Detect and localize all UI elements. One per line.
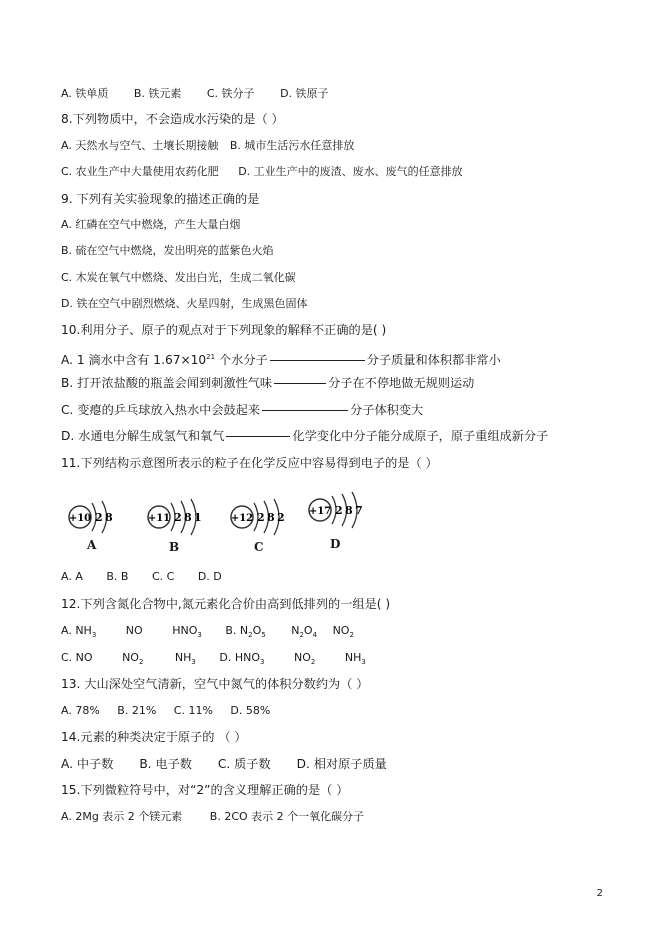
formula: $NO_2$ (332, 624, 354, 640)
q14-option-a: A. 中子数 (61, 757, 114, 771)
formula: $NH_3$ (174, 651, 196, 667)
svg-text:2: 2 (174, 511, 182, 524)
svg-text:2: 2 (335, 504, 343, 517)
formula: $HNO_3$ (172, 624, 202, 640)
svg-text:7: 7 (355, 504, 363, 517)
q13-option-b: B. 21% (117, 704, 157, 717)
q7-option-b: B. 铁元素 (133, 87, 182, 100)
q14-option-c: C. 质子数 (217, 757, 271, 771)
q12-stem: 12.下列含氮化合物中,氮元素化合价由高到低排列的一组是( ) (61, 597, 391, 611)
svg-text:8: 8 (345, 504, 353, 517)
formula: B. $N_2O_5$ (225, 624, 266, 640)
formula: $NH_3$ (344, 651, 366, 667)
atom-b-label: B (169, 540, 180, 554)
q8-option-c: C. 农业生产中大量使用农药化肥 (61, 165, 219, 178)
q10-option-c: C. 变瘪的乒乓球放入热水中会鼓起来 分子体积变大 (61, 403, 424, 417)
formula: C. NO (61, 651, 93, 664)
svg-text:8: 8 (184, 511, 192, 524)
formula: NO (125, 624, 143, 637)
atom-diagram-b (144, 495, 214, 539)
atom-diagram-d (305, 488, 375, 532)
atom-diagram-c (227, 495, 297, 539)
q10-stem: 10.利用分子、原子的观点对于下列现象的解释不正确的是( ) (61, 323, 387, 337)
q13-option-a: A. 78% (61, 704, 100, 717)
svg-text:2: 2 (95, 511, 103, 524)
q8-row2 (61, 164, 463, 180)
formula: $N_2O_4$ (291, 624, 318, 640)
atom-c-nucleus: +12 (230, 513, 254, 524)
q8-stem: 8.下列物质中，不会造成水污染的是（ ） (61, 112, 284, 126)
q7-option-c: C. 铁分子 (206, 87, 255, 100)
dash-line (262, 410, 348, 411)
atom-b-nucleus: +11 (147, 513, 171, 524)
q13-options (61, 703, 270, 719)
svg-text:8: 8 (267, 511, 275, 524)
formula: A. $NH_3$ (61, 624, 97, 640)
q10-option-b: B. 打开浓盐酸的瓶盖会闻到刺激性气味 分子在不停地做无规则运动 (61, 376, 475, 390)
q14-options (61, 756, 387, 772)
q15-option-a: A. 2Mg 表示 2 个镁元素 (61, 810, 183, 823)
atom-d-label: D (330, 537, 341, 551)
q7-option-d: D. 铁原子 (280, 87, 329, 100)
q12-row2 (61, 650, 366, 670)
q11-option-b: B. B (106, 570, 129, 583)
atom-a-nucleus: +10 (68, 513, 92, 524)
page-number: 2 (596, 888, 603, 899)
q11-stem: 11.下列结构示意图所表示的粒子在化学反应中容易得到电子的是（ ） (61, 456, 438, 470)
formula: D. $HNO_3$ (219, 651, 265, 667)
q9-stem: 9. 下列有关实验现象的描述正确的是 (61, 192, 260, 206)
q7-options (61, 86, 329, 102)
q9-option-c: C. 木炭在氧气中燃烧、发出白光，生成二氧化碳 (61, 271, 296, 284)
formula: $NO_2$ (122, 651, 144, 667)
q13-stem: 13. 大山深处空气清新，空气中氮气的体积分数约为（ ） (61, 677, 369, 691)
q9-option-a: A. 红磷在空气中燃烧，产生大量白烟 (61, 218, 241, 231)
q11-options (61, 569, 222, 585)
q9-option-d: D. 铁在空气中剧烈燃烧、火星四射，生成黑色固体 (61, 297, 308, 310)
atom-c-label: C (254, 540, 264, 554)
dash-line (226, 436, 290, 437)
q13-option-c: C. 11% (173, 704, 213, 717)
q15-options (61, 809, 364, 825)
q8-option-a: A. 天然水与空气、土壤长期接触 (61, 139, 219, 152)
svg-text:2: 2 (277, 511, 285, 524)
q14-option-d: D. 相对原子质量 (296, 757, 387, 771)
atom-diagram-a (65, 495, 135, 539)
q10-option-a: A. 1 滴水中含有 $1.67\times 10^{21}$ 个水分子 分子质量和体积都非常小 (61, 353, 501, 368)
dash-line (274, 383, 326, 384)
q9-option-b: B. 硫在空气中燃烧，发出明亮的蓝紫色火焰 (61, 244, 274, 257)
q15-option-b: B. 2CO 表示 2 个一氧化碳分子 (209, 810, 365, 823)
q12-row1 (61, 623, 354, 643)
q15-stem: 15.下列微粒符号中，对“2”的含义理解正确的是（ ） (61, 783, 349, 797)
q8-option-d: D. 工业生产中的废渣、废水、废气的任意排放 (238, 165, 463, 178)
atom-a-label: A (87, 538, 97, 552)
q13-option-d: D. 58% (230, 704, 271, 717)
q8-row1 (61, 138, 354, 154)
q11-option-c: C. C (151, 570, 175, 583)
q14-stem: 14.元素的种类决定于原子的 （ ） (61, 730, 247, 744)
atom-d-nucleus: +17 (308, 506, 332, 517)
q11-option-a: A. A (61, 570, 83, 583)
q7-option-a: A. 铁单质 (61, 87, 109, 100)
formula: $NO_2$ (293, 651, 316, 667)
q14-option-b: B. 电子数 (139, 757, 192, 771)
q10-option-d: D. 水通电分解生成氢气和氧气 化学变化中分子能分成原子，原子重组成新分子 (61, 429, 549, 443)
svg-text:1: 1 (194, 511, 202, 524)
svg-text:2: 2 (257, 511, 265, 524)
q8-option-b: B. 城市生活污水任意排放 (229, 139, 355, 152)
dash-line (270, 360, 365, 361)
svg-text:8: 8 (105, 511, 113, 524)
q11-option-d: D. D (197, 570, 222, 583)
